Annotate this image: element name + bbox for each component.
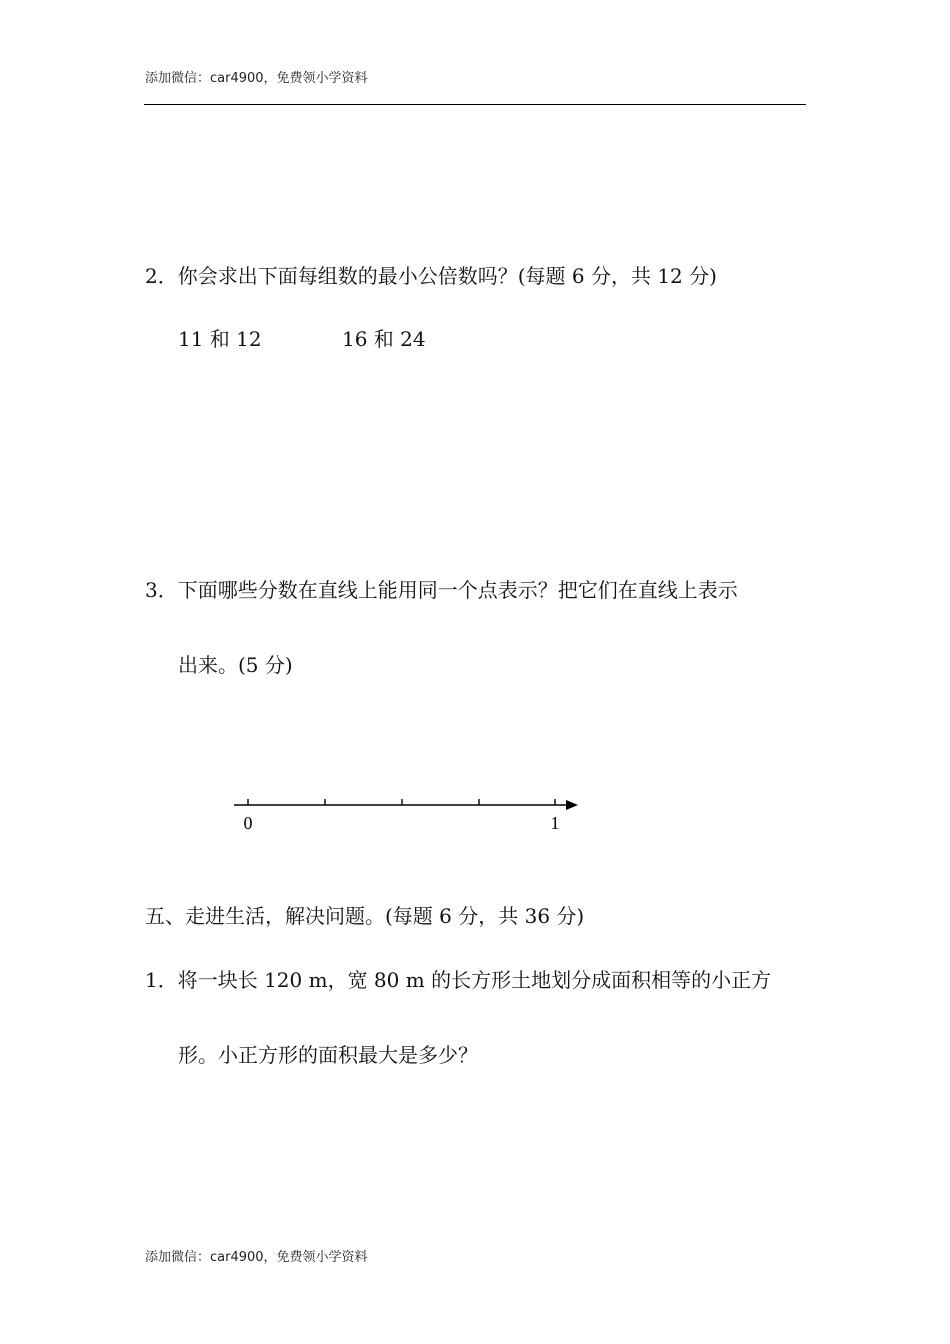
section-5-question-1-line-2: 形。小正方形的面积最大是多少？ [178, 1043, 478, 1067]
number-line-label-start: 0 [243, 813, 253, 833]
question-2-title: 2．你会求出下面每组数的最小公倍数吗？(每题 6 分，共 12 分) [145, 264, 717, 288]
number-line [226, 790, 586, 840]
number-line-label-end: 1 [550, 813, 560, 833]
section-5-title: 五、走进生活，解决问题。(每题 6 分，共 36 分) [145, 904, 585, 928]
page-header: 添加微信：car4900，免费领小学资料 [145, 71, 368, 86]
question-2-pair-2: 16 和 24 [342, 327, 426, 351]
section-5-question-1-line-1: 1．将一块长 120 m，宽 80 m 的长方形土地划分成面积相等的小正方 [145, 968, 772, 992]
header-rule [144, 104, 806, 105]
question-3-line-2: 出来。(5 分) [178, 653, 293, 677]
question-3-line-1: 3．下面哪些分数在直线上能用同一个点表示？把它们在直线上表示 [145, 578, 738, 602]
page-footer: 添加微信：car4900，免费领小学资料 [145, 1250, 368, 1265]
number-line-arrow-icon [566, 800, 578, 810]
question-2-pair-1: 11 和 12 [178, 327, 262, 351]
